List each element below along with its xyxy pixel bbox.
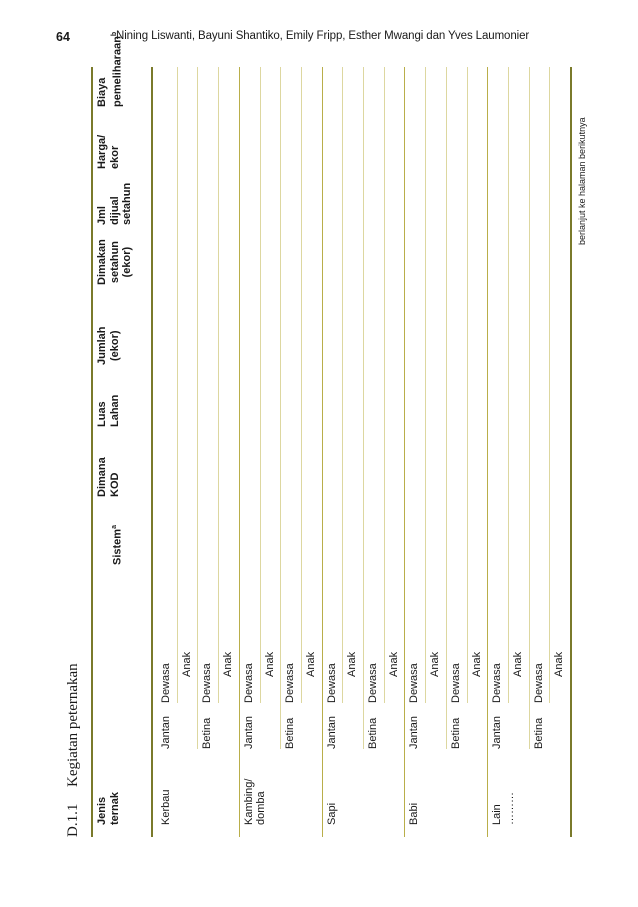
sex-label: Jantan — [325, 715, 338, 749]
age-label: Dewasa — [532, 663, 545, 703]
header-bottom-rule — [151, 67, 153, 837]
continued-note: berlanjut ke halaman berikutnya — [577, 117, 587, 245]
animal-name — [408, 803, 421, 825]
row-rule — [260, 67, 261, 703]
row-rule — [425, 67, 426, 703]
row-rule — [529, 67, 530, 749]
age-label: Dewasa — [491, 663, 504, 703]
age-label: Anak — [387, 651, 400, 677]
row-rule — [301, 67, 302, 703]
table-bottom-rule — [570, 67, 572, 837]
column-header-line: Lahan — [108, 394, 121, 427]
row-rule — [363, 67, 364, 749]
column-header-line: setahun — [108, 240, 121, 284]
column-header-line: ternak — [108, 791, 121, 825]
group-rule — [239, 67, 240, 837]
age-label: Dewasa — [325, 663, 338, 703]
sex-label: Betina — [367, 717, 379, 749]
animal-name-line: domba — [255, 791, 268, 825]
column-header-jml — [96, 183, 134, 225]
sex-label: Jantan — [160, 715, 172, 749]
age-label: Anak — [180, 651, 193, 677]
column-header-dimakan — [96, 239, 134, 285]
page-number: 64 — [56, 30, 70, 44]
column-header-harga — [96, 135, 121, 169]
animal-name-line: Kerbau — [160, 789, 172, 825]
row-rule — [384, 67, 385, 703]
sex-label: Jantan — [242, 715, 255, 749]
age-label: Anak — [263, 651, 276, 677]
sex-label: Jantan — [491, 715, 504, 749]
column-header-line: Sistem$^a$ — [110, 525, 124, 565]
column-header-line: pemeliharaan$^b$ — [110, 31, 124, 107]
row-rule — [280, 67, 281, 749]
footnote-marker: a — [110, 525, 118, 529]
age-label: Anak — [304, 651, 317, 677]
column-header-luas — [96, 395, 121, 427]
column-header-line: Jumlah — [96, 326, 108, 365]
age-label: Dewasa — [201, 663, 214, 703]
column-header-sistem — [109, 525, 124, 565]
row-rule — [467, 67, 468, 703]
column-header-line: Luas — [96, 401, 108, 427]
column-header-line: Dimakan — [96, 239, 108, 285]
row-rule — [218, 67, 219, 703]
age-label: Dewasa — [449, 663, 462, 703]
row-rule — [446, 67, 447, 749]
running-head-authors: Nining Liswanti, Bayuni Shantiko, Emily Fripp, Esther Mwangi dan Yves Laumonier — [116, 30, 530, 42]
animal-name-line: Sapi — [325, 802, 338, 825]
sex-label: Jantan — [408, 715, 421, 749]
row-rule — [177, 67, 178, 703]
column-header-jenis — [96, 792, 121, 825]
age-label: Anak — [511, 651, 524, 677]
row-rule — [342, 67, 343, 703]
sex-label: Betina — [449, 717, 462, 749]
column-header-line: Harga/ — [96, 134, 108, 169]
row-rule — [197, 67, 198, 749]
column-header-line: Jenis — [96, 796, 108, 825]
age-label: Dewasa — [284, 663, 297, 703]
age-label: Dewasa — [160, 663, 172, 703]
column-header-line: setahun — [121, 182, 133, 225]
animal-name — [491, 792, 516, 825]
age-label: Dewasa — [367, 663, 379, 703]
column-header-line: Dimana — [96, 457, 108, 497]
age-label: Anak — [553, 651, 566, 677]
group-rule — [404, 67, 405, 837]
column-header-line: KOD — [108, 472, 121, 497]
row-rule — [508, 67, 509, 703]
column-header-line: Biaya — [96, 77, 108, 107]
column-header-dimana — [96, 457, 121, 497]
section-number: D.1.1 — [65, 803, 81, 837]
column-header-line: dijual — [108, 196, 121, 225]
sex-label: Betina — [284, 717, 297, 749]
column-header-line: Jml — [96, 206, 108, 225]
animal-name — [326, 803, 339, 825]
column-header-jumlah — [96, 326, 121, 365]
sex-label: Betina — [201, 717, 214, 749]
age-label: Anak — [429, 651, 442, 677]
column-header-line: ekor — [108, 145, 121, 169]
animal-name-line: Lain — [491, 804, 504, 825]
animal-name — [160, 790, 173, 825]
column-header-line: (ekor) — [108, 330, 121, 362]
animal-name-line: ……… — [503, 792, 516, 825]
animal-name-line: Babi — [408, 802, 421, 825]
column-header-biaya — [96, 32, 124, 107]
age-label: Anak — [346, 651, 359, 677]
age-label: Dewasa — [408, 663, 421, 703]
group-rule — [487, 67, 488, 837]
column-header-line: (ekor) — [121, 246, 133, 278]
header-top-rule — [91, 67, 93, 837]
age-label: Anak — [222, 651, 235, 677]
age-label: Dewasa — [242, 663, 255, 703]
footnote-marker: b — [110, 31, 118, 37]
group-rule — [322, 67, 323, 837]
section-title: Kegiatan peternakan — [65, 663, 81, 787]
sex-label: Betina — [532, 717, 545, 749]
animal-name — [243, 779, 268, 825]
row-rule — [549, 67, 550, 703]
animal-name-line: Kambing/ — [242, 778, 255, 825]
age-label: Anak — [470, 651, 483, 677]
